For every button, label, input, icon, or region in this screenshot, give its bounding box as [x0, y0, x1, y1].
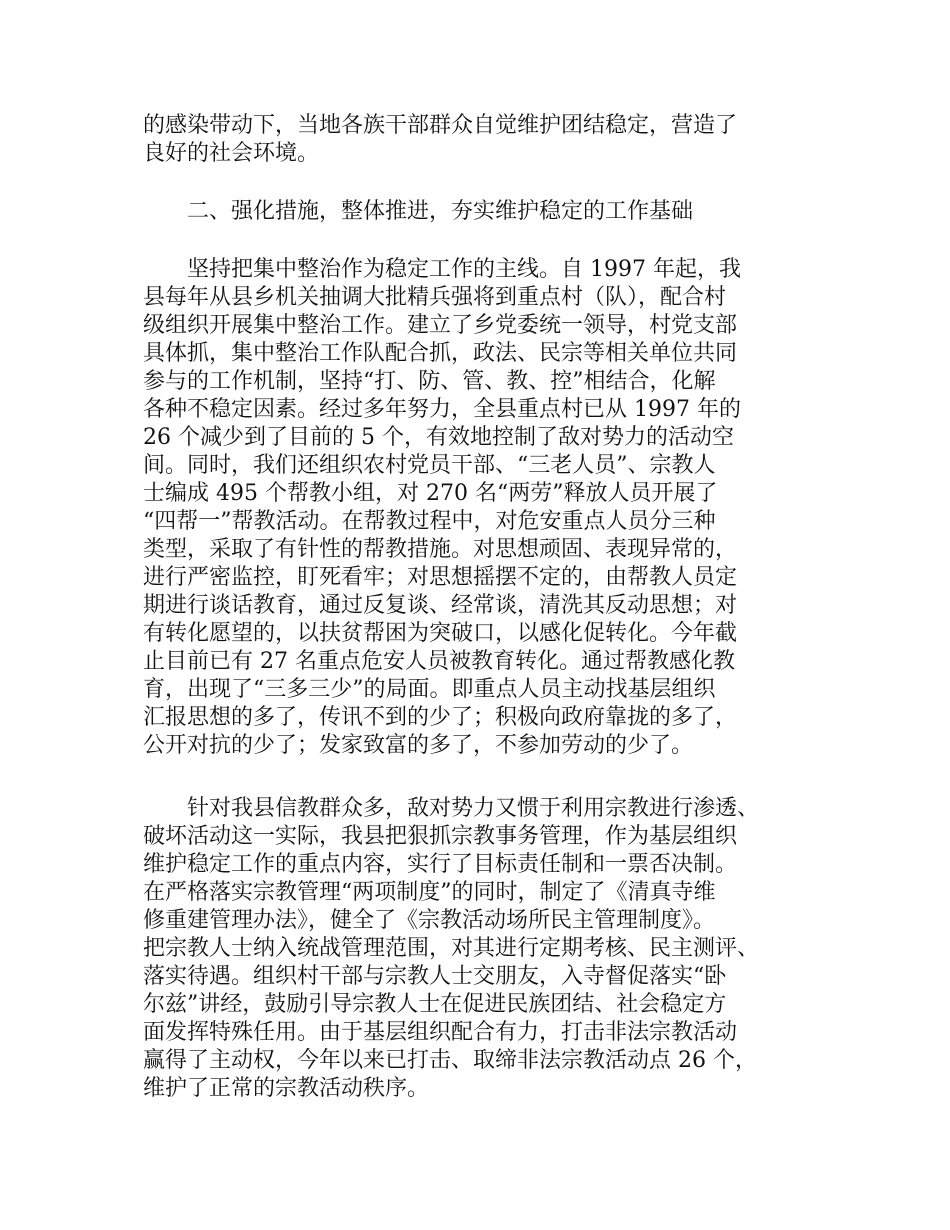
text-line: 针对我县信教群众多，敌对势力又惯于利用宗教进行渗透、 [143, 796, 760, 821]
text-line: 士编成 495 个帮教小组，对 270 名“两劳”释放人员开展了 [143, 481, 718, 506]
text-line: 把宗教人士纳入统战管理范围，对其进行定期考核、民主测评、 [143, 936, 760, 961]
text-line: 维护了正常的宗教活动秩序。 [143, 1076, 430, 1101]
paragraph-religious-affairs [143, 795, 843, 1103]
text-line: 有转化愿望的，以扶贫帮困为突破口，以感化促转化。今年截 [143, 621, 738, 646]
text-line: 公开对抗的少了；发家致富的多了，不参加劳动的少了。 [143, 733, 694, 758]
paragraph-continuation [143, 112, 843, 168]
text-line: 修重建管理办法》，健全了《宗教活动场所民主管理制度》。 [143, 908, 716, 933]
text-line: 进行严密监控，盯死看牢；对思想摇摆不定的，由帮教人员定 [143, 565, 738, 590]
text-line: 破坏活动这一实际，我县把狠抓宗教事务管理，作为基层组织 [143, 824, 738, 849]
text-line: 期进行谈话教育，通过反复谈、经常谈，清洗其反动思想；对 [143, 593, 738, 618]
text-line: 育，出现了“三多三少”的局面。即重点人员主动找基层组织 [143, 677, 716, 702]
text-line: 参与的工作机制，坚持“打、防、管、教、控”相结合，化解 [143, 369, 716, 394]
text-line: 良好的社会环境。 [143, 141, 320, 166]
text-line: 级组织开展集中整治工作。建立了乡党委统一领导，村党支部 [143, 313, 738, 338]
text-line: 汇报思想的多了，传讯不到的少了；积极向政府靠拢的多了， [143, 705, 738, 730]
heading-line: 二、强化措施，整体推进，夯实维护稳定的工作基础 [143, 199, 694, 224]
text-line: 类型，采取了有针性的帮教措施。对思想顽固、表现异常的， [143, 537, 738, 562]
paragraph-concentrated-rectification [143, 256, 843, 760]
section-heading [143, 198, 843, 226]
text-line: 面发挥特殊任用。由于基层组织配合有力，打击非法宗教活动 [143, 1020, 738, 1045]
text-line: 赢得了主动权，今年以来已打击、取缔非法宗教活动点 26 个， [143, 1048, 757, 1073]
text-line: 坚持把集中整治作为稳定工作的主线。自 1997 年起，我 [143, 257, 741, 282]
text-line: 止目前已有 27 名重点危安人员被教育转化。通过帮教感化教 [143, 649, 735, 674]
text-line: 尔兹”讲经，鼓励引导宗教人士在促进民族团结、社会稳定方 [143, 992, 727, 1017]
text-line: “四帮一”帮教活动。在帮教过程中，对危安重点人员分三种 [143, 509, 716, 534]
text-line: 26 个减少到了目前的 5 个，有效地控制了敌对势力的活动空 [143, 425, 734, 450]
text-line: 具体抓，集中整治工作队配合抓，政法、民宗等相关单位共同 [143, 341, 738, 366]
text-line: 维护稳定工作的重点内容，实行了目标责任制和一票否决制。 [143, 852, 738, 877]
text-line: 的感染带动下，当地各族干部群众自觉维护团结稳定，营造了 [143, 113, 738, 138]
text-line: 间。同时，我们还组织农村党员干部、“三老人员”、宗教人 [143, 453, 716, 478]
text-line: 落实待遇。组织村干部与宗教人士交朋友，入寺督促落实“卧 [143, 964, 727, 989]
text-line: 在严格落实宗教管理“两项制度”的同时，制定了《清真寺维 [143, 880, 716, 905]
text-line: 各种不稳定因素。经过多年努力，全县重点村已从 1997 年的 [143, 397, 741, 422]
text-line: 县每年从县乡机关抽调大批精兵强将到重点村（队），配合村 [143, 285, 727, 310]
